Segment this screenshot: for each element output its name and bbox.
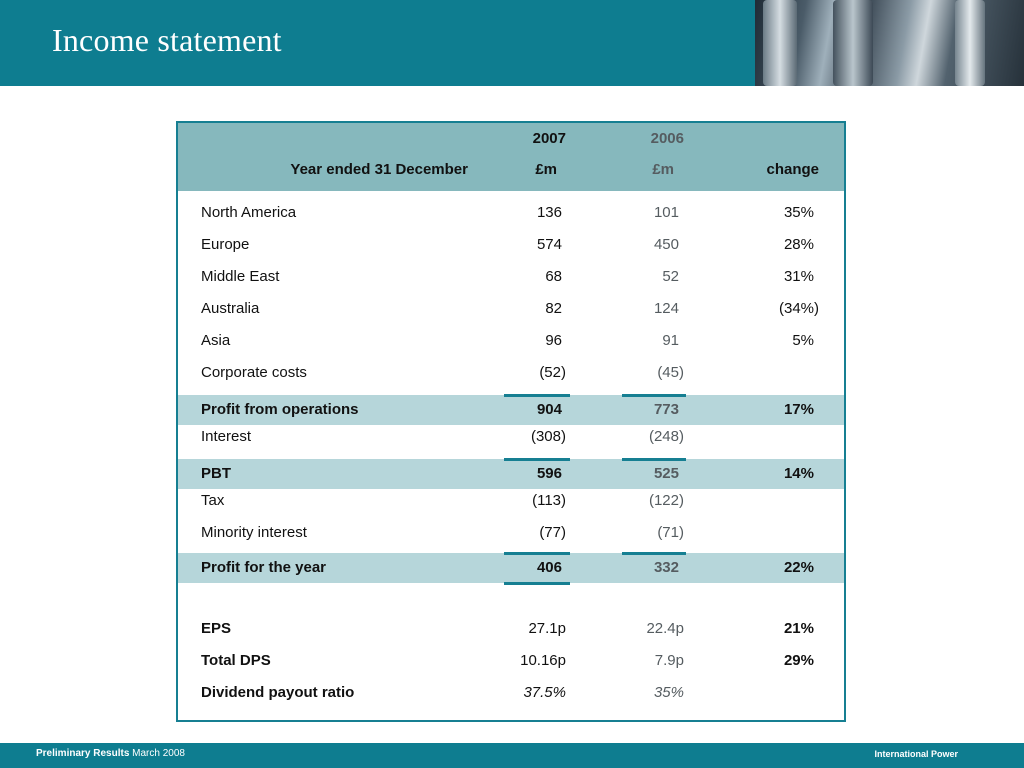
value-2007: (52) — [539, 364, 566, 381]
value-2006: (122) — [648, 492, 684, 509]
header-unit-2007: £m — [535, 161, 557, 178]
footer-date: March 2008 — [132, 748, 185, 759]
value-2006: 525 — [653, 465, 679, 482]
value-change: 21% — [783, 620, 814, 637]
value-2006: 332 — [653, 559, 679, 576]
page-title: Income statement — [52, 22, 282, 58]
value-2007: 82 — [545, 300, 562, 317]
value-2006: 91 — [662, 332, 679, 349]
row-label: Europe — [201, 236, 250, 253]
pipe-graphic — [955, 0, 985, 86]
value-2006: 7.9p — [654, 652, 684, 669]
header-unit-2006: £m — [652, 161, 674, 178]
value-2007: 596 — [536, 465, 562, 482]
income-statement-table — [176, 121, 846, 722]
row-label: Asia — [201, 332, 231, 349]
value-2006: (248) — [648, 428, 684, 445]
row-label: Total DPS — [201, 652, 271, 669]
value-2006: 773 — [653, 401, 679, 418]
value-2007: 37.5% — [523, 684, 566, 701]
row-label: Corporate costs — [201, 364, 307, 381]
value-2007: 406 — [536, 559, 562, 576]
footer-left — [36, 748, 185, 759]
header-year-2007: 2007 — [532, 130, 566, 147]
value-2006: (45) — [657, 364, 684, 381]
value-2007: (113) — [532, 492, 566, 509]
row-label: Middle East — [201, 268, 280, 285]
value-2007: 574 — [536, 236, 562, 253]
value-2007: 136 — [536, 204, 562, 221]
value-2007: 904 — [536, 401, 562, 418]
value-2006: 450 — [653, 236, 679, 253]
value-change: 31% — [783, 268, 814, 285]
row-label: Dividend payout ratio — [201, 684, 355, 701]
row-label: Tax — [201, 492, 225, 509]
value-change: 17% — [783, 401, 814, 418]
value-change: (34%) — [778, 300, 819, 317]
row-label: Profit for the year — [201, 559, 327, 576]
table-header — [178, 123, 844, 191]
row-label: Interest — [201, 428, 252, 445]
row-label: Profit from operations — [201, 401, 359, 418]
header-period-label: Year ended 31 December — [290, 161, 468, 178]
value-2007: 27.1p — [528, 620, 566, 637]
slide-footer — [0, 743, 1024, 768]
value-change: 28% — [783, 236, 814, 253]
row-label: Australia — [201, 300, 260, 317]
company-name: International Power — [874, 749, 958, 759]
row-label: PBT — [201, 465, 231, 482]
header-change: change — [766, 161, 819, 178]
value-2006: 22.4p — [646, 620, 684, 637]
value-2007: 10.16p — [520, 652, 566, 669]
pipe-graphic — [833, 0, 873, 86]
value-change: 22% — [783, 559, 814, 576]
value-2006: 124 — [653, 300, 679, 317]
row-label: North America — [201, 204, 297, 221]
value-change: 14% — [783, 465, 814, 482]
value-2006: (71) — [657, 524, 684, 541]
header-photo — [755, 0, 1024, 86]
value-2006: 35% — [653, 684, 684, 701]
value-change: 5% — [792, 332, 814, 349]
slide-header — [0, 0, 1024, 86]
footer-event: Preliminary Results — [36, 748, 130, 759]
value-2007: (308) — [530, 428, 566, 445]
pipe-graphic — [763, 0, 797, 86]
value-2007: 68 — [545, 268, 562, 285]
value-change: 35% — [783, 204, 814, 221]
value-change: 29% — [783, 652, 814, 669]
row-label: EPS — [201, 620, 232, 637]
header-year-2006: 2006 — [650, 130, 684, 147]
value-2007: 96 — [545, 332, 562, 349]
value-2007: (77) — [539, 524, 566, 541]
value-2006: 52 — [662, 268, 679, 285]
row-label: Minority interest — [201, 524, 307, 541]
value-2006: 101 — [653, 204, 679, 221]
highlight-band — [178, 459, 844, 489]
